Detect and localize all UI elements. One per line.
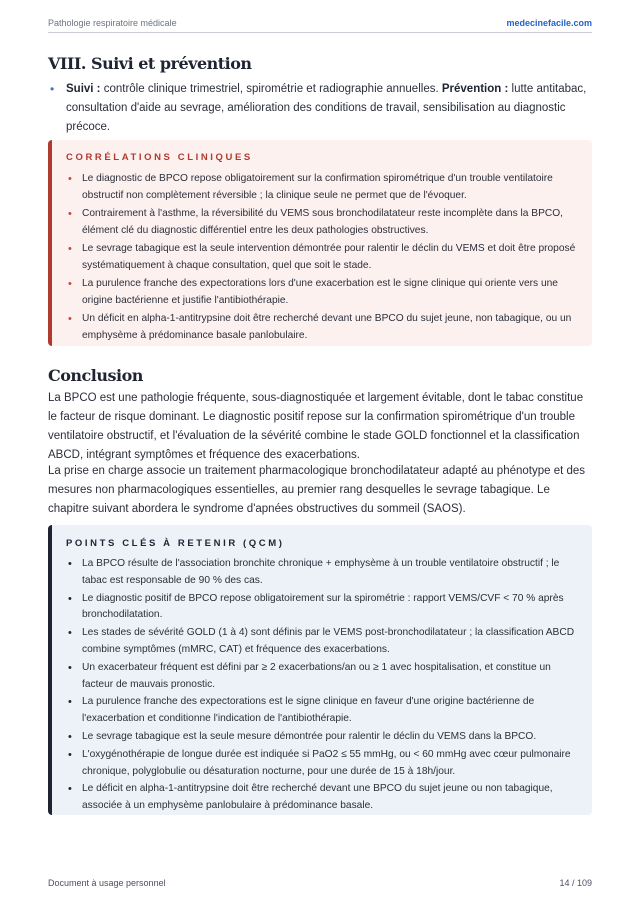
page-footer <box>48 878 592 888</box>
list-item <box>68 206 578 240</box>
list-item <box>68 694 578 728</box>
conclusion-paragraph-2: La prise en charge associe un traitement pharmacologique bronchodilatateur adapté au phénotype et des mesures non pharmacologiques essentielles, au premier rang desquelles le sevrage tabagique. Le chapitre suivant abordera le syndrome d'apnées obstructives du sommeil (SAOS). <box>48 465 586 515</box>
bullet-icon: • <box>68 208 72 221</box>
list-item <box>68 660 578 694</box>
list-item <box>68 747 578 781</box>
bullet-icon: • <box>68 730 72 743</box>
page-number: 14 / 109 <box>559 878 592 888</box>
list-item-text: Le déficit en alpha-1-antitrypsine doit être recherché devant une BPCO du sujet jeune ou non tabagique, associée à un emphysème panlobulaire à prédominance basale. <box>82 783 553 812</box>
header-site-link[interactable]: medecinefacile.com <box>506 18 592 28</box>
list-item-text: Le diagnostic positif de BPCO repose obligatoirement sur la spirométrie : rapport VEMS/CVF < 70 % après bronchodilatation. <box>82 592 564 621</box>
bullet-icon: • <box>68 558 72 570</box>
section-title-suivi: VIII. Suivi et prévention <box>48 54 252 73</box>
conclusion-paragraph-1: La BPCO est une pathologie fréquente, sous-diagnostiquée et largement évitable, dont le tabac constitue le facteur de risque dominant. Le diagnostic positif repose sur la confirmation spirométrique d'un trouble ventilatoire obstructif, et l'évaluation de la sévérité combine le stade GOLD fonctionnel et la classification ABCD, intégrant symptômes et fréquence des exacerbations. <box>48 392 584 461</box>
list-item <box>68 311 578 345</box>
list-item-text: Les stades de sévérité GOLD (1 à 4) sont définis par le VEMS post-bronchodilatateur ; la classification ABCD combine symptômes (mMRC, CAT) et fréquence des exacerbations. <box>82 627 575 655</box>
bullet-icon: • <box>68 783 72 796</box>
list-item-text: La purulence franche des expectorations lors d'une exacerbation est le signe clinique qui oriente vers une origine bactérienne et justifie l'antibiothérapie. <box>82 278 558 307</box>
bullet-icon: • <box>68 313 72 326</box>
list-item-text: La purulence franche des expectorations est le signe clinique en faveur d'une origine bactérienne de l'exacerbation et conditionne l'indication de l'antibiothérapie. <box>82 696 535 725</box>
callout-title: POINTS CLÉS À RETENIR (QCM) <box>66 538 285 549</box>
callout-correlations-cliniques <box>48 140 592 346</box>
prevention-label: Prévention : <box>441 83 509 95</box>
suivi-prevention-bullet <box>48 80 590 137</box>
list-item <box>68 781 578 815</box>
list-item-text: Un exacerbateur fréquent est défini par ≥ 2 exacerbations/an ou ≥ 1 avec hospitalisation, et constitue un facteur de mauvais pronostic. <box>82 661 551 690</box>
footer-note: Document à usage personnel <box>48 878 166 888</box>
bullet-icon: • <box>68 627 72 640</box>
header-divider <box>48 32 592 33</box>
bullet-icon: • <box>68 243 72 256</box>
suivi-text: contrôle clinique trimestriel, spirométrie et radiographie annuelles. <box>100 83 442 95</box>
bullet-icon: • <box>50 82 55 96</box>
page-header <box>48 14 592 32</box>
list-item-text: Contrairement à l'asthme, la réversibilité du VEMS sous bronchodilatateur reste incomplète dans la BPCO, élément clé du diagnostic différentiel entre les deux pathologies obstructives. <box>82 208 563 236</box>
list-item-text: L'oxygénothérapie de longue durée est indiquée si PaO2 ≤ 55 mmHg, ou < 60 mmHg avec cœur pulmonaire chronique, polyglobulie ou désaturation nocturne, pour une durée de 15 à 18h/jour. <box>82 748 571 777</box>
list-item <box>68 276 578 310</box>
suivi-prevention-text <box>48 80 590 137</box>
section-title-conclusion: Conclusion <box>48 366 143 385</box>
bullet-icon: • <box>68 661 72 674</box>
list-item-text: Un déficit en alpha-1-antitrypsine doit être recherché devant une BPCO du sujet jeune, non tabagique, ou un emphysème à prédominance basale panlobulaire. <box>82 313 572 342</box>
list-item <box>68 241 578 275</box>
suivi-label: Suivi : <box>66 83 101 95</box>
list-item-text: Le sevrage tabagique est la seule intervention démontrée pour ralentir le déclin du VEMS et doit être proposé systématiquement à chaque consultation, quel que soit le stade. <box>82 243 576 271</box>
points-cles-list <box>68 556 578 816</box>
bullet-icon: • <box>68 278 72 291</box>
list-item-text: Le diagnostic de BPCO repose obligatoirement sur la confirmation spirométrique d'un trouble ventilatoire obstructif non complètement réversible ; la clinique seule ne permet que de l'évoquer. <box>82 173 553 201</box>
correlations-list <box>68 171 578 346</box>
bullet-icon: • <box>68 592 72 605</box>
list-item <box>68 625 578 659</box>
list-item <box>68 556 578 590</box>
bullet-icon: • <box>68 696 72 709</box>
list-item <box>68 729 578 746</box>
bullet-icon: • <box>68 173 72 185</box>
list-item <box>68 171 578 205</box>
callout-points-cles <box>48 525 592 815</box>
list-item-text: Le sevrage tabagique est la seule mesure démontrée pour ralentir le déclin du VEMS dans la BPCO. <box>82 730 537 742</box>
list-item-text: La BPCO résulte de l'association bronchite chronique + emphysème à un trouble ventilatoire obstructif ; le tabac est responsable de 90 % des cas. <box>82 558 560 586</box>
callout-title: CORRÉLATIONS CLINIQUES <box>66 152 253 163</box>
prevention-text: lutte antitabac, consultation d'aide au sevrage, amélioration des conditions de travail, sensibilisation au diagnostic précoce. <box>66 83 587 133</box>
list-item <box>68 591 578 625</box>
header-title: Pathologie respiratoire médicale <box>48 18 177 28</box>
bullet-icon: • <box>68 748 72 761</box>
